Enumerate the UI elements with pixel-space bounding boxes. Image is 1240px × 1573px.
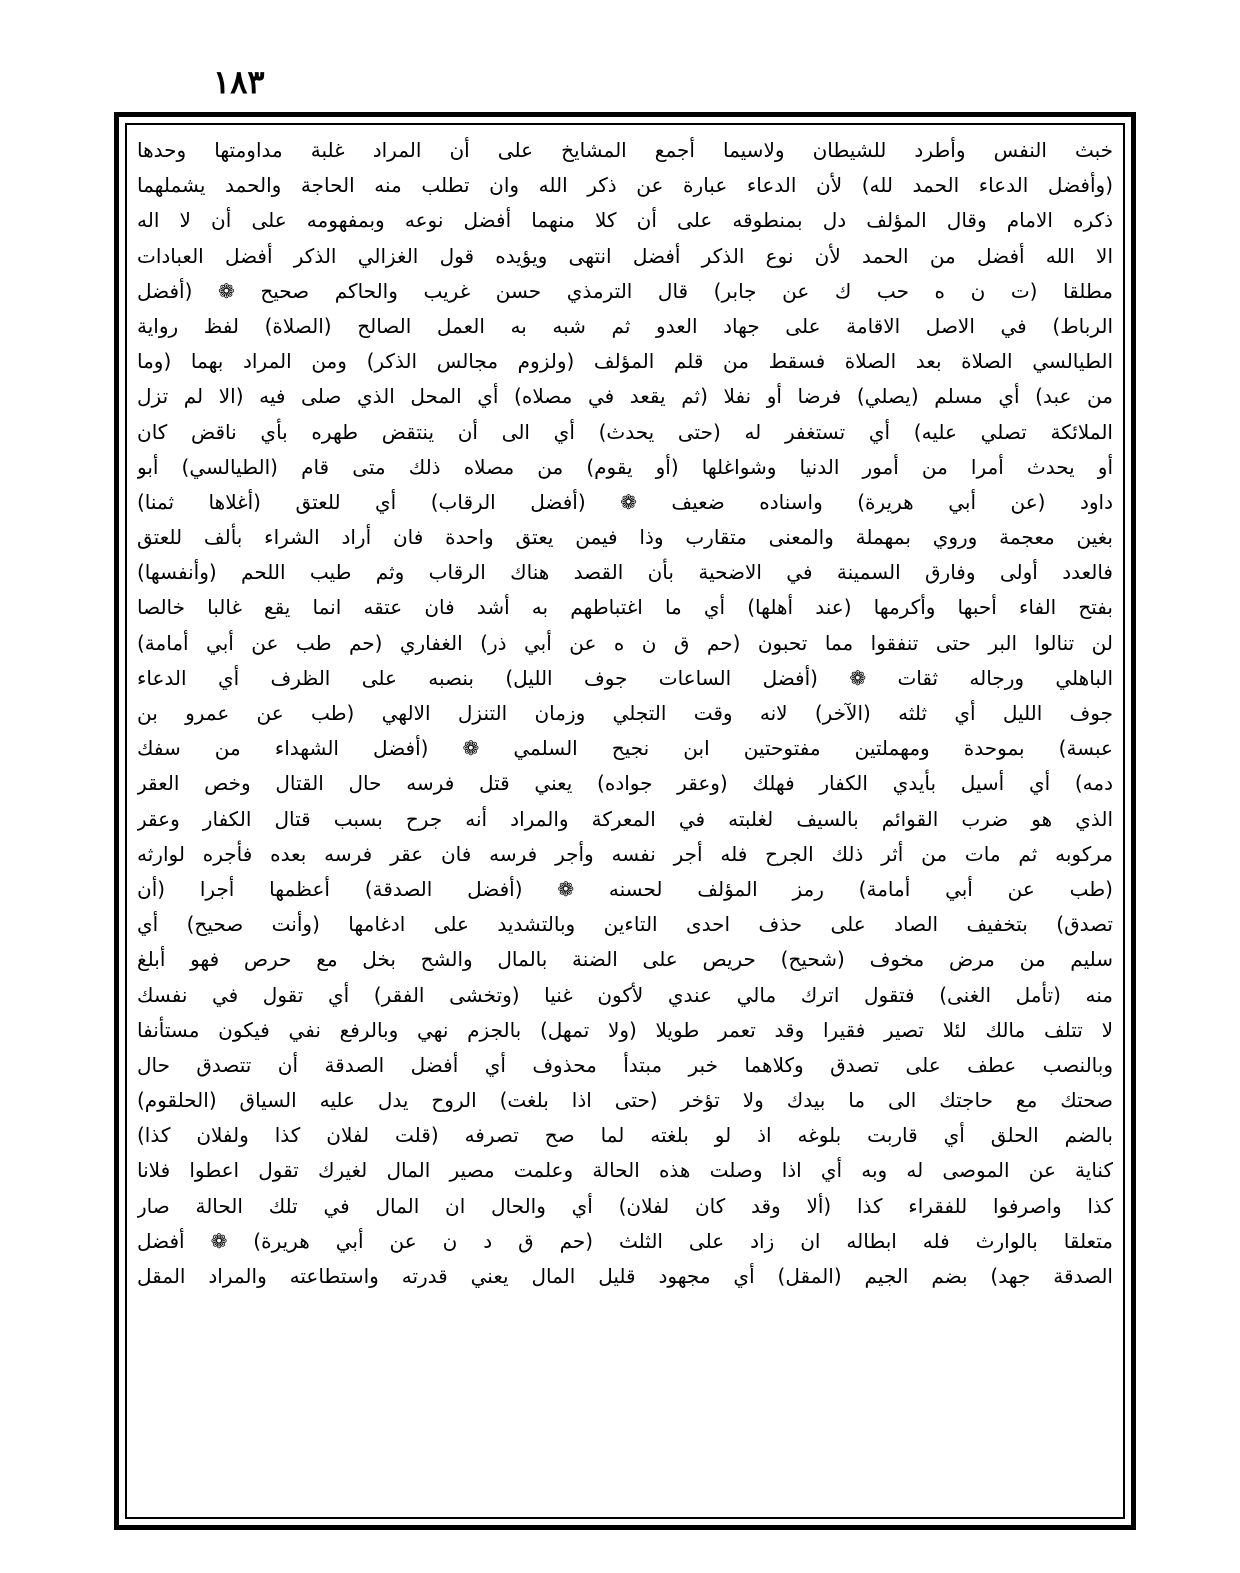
text-line: الصدقة جهد) بضم الجيم (المقل) أي مجهود قليل المال يعني قدرته واستطاعته والمراد المقل (137, 1264, 1113, 1288)
text-line: الملائكة تصلي عليه) أي تستغفر له (حتى يحدث) أي الى أن ينتقض طهره بأي ناقض كان (137, 419, 1113, 444)
text-body (137, 133, 1113, 1509)
text-line: صحتك مع حاجتك الى ما بيدك ولا تؤخر (حتى اذا بلغت) الروح يدل عليه السياق (الحلقوم) (137, 1088, 1113, 1113)
text-line: داود (عن أبي هريرة) واسناده ضعيف ❁ (أفضل الرقاب) أي للعتق (أغلاها ثمنا) (137, 489, 1113, 514)
text-line: (وأفضل الدعاء الحمد لله) لأن الدعاء عبارة عن ذكر الله وان تطلب منه الحاجة والحمد يشملهما (137, 173, 1113, 198)
text-line: الرباط) في الاصل الاقامة على جهاد العدو ثم شبه به العمل الصالح (الصلاة) لفظ رواية (137, 313, 1113, 338)
text-line: الطيالسي الصلاة بعد الصلاة فسقط من قلم المؤلف (ولزوم مجالس الذكر) ومن المراد بهما (وما (137, 349, 1113, 374)
text-line: لن تنالوا البر حتى تنفقوا مما تحبون (حم ق ن ه عن أبي ذر) الغفاري (حم طب عن أبي أمامة) (137, 630, 1113, 655)
text-line: الذي هو ضرب القوائم بالسيف لغلبته في المعركة والمراد أنه جرح بسبب قتال الكفار وعقر (137, 806, 1113, 831)
text-line: لا تتلف مالك لئلا تصير فقيرا وقد تعمر طويلا (ولا تمهل) بالجزم نهي وبالرفع نفي فيكون مستأنفا (137, 1017, 1113, 1042)
text-line: أو يحدث أمرا من أمور الدنيا وشواغلها (أو يقوم) من مصلاه ذلك متى قام (الطيالسي) أبو (137, 454, 1113, 479)
text-line: سليم من مرض مخوف (شحيح) حريص على الضنة بالمال والشح بخل مع حرص فهو أبلغ (137, 947, 1113, 972)
text-line: عبسة) بموحدة ومهملتين مفتوحتين ابن نجيح السلمي ❁ (أفضل الشهداء من سفك (137, 736, 1113, 761)
text-line: مركوبه ثم مات من أثر ذلك الجرح فله أجر نفسه وأجر فرسه فان عقر فرسه بعده فأجره لوارثه (137, 841, 1113, 866)
text-line: (طب عن أبي أمامة) رمز المؤلف لحسنه ❁ (أفضل الصدقة) أعظمها أجرا (أن (137, 876, 1113, 901)
text-line: وبالنصب عطف على تصدق وكلاهما خبر مبتدأ محذوف أي أفضل الصدقة أن تتصدق حال (137, 1052, 1113, 1077)
text-line: الباهلي ورجاله ثقات ❁ (أفضل الساعات جوف الليل) بنصبه على الظرف أي الدعاء (137, 665, 1113, 690)
text-line: منه (تأمل الغنى) فتقول اترك مالي عندي لأكون غنيا (وتخشى الفقر) أي تقول في نفسك (137, 982, 1113, 1007)
text-line: فالعدد أولى وفارق السمينة في الاضحية بأن القصد هناك الرقاب وثم طيب اللحم (وأنفسها) (137, 560, 1113, 585)
text-line: الا الله أفضل من الحمد لأن نوع الذكر أفضل انتهى ويؤيده قول الغزالي الذكر أفضل العبادات (137, 243, 1113, 268)
text-line: متعلقا بالوارث فله ابطاله ان زاد على الثلث (حم ق د ن عن أبي هريرة) ❁ أفضل (137, 1228, 1113, 1253)
text-line: من عبد) أي مسلم (يصلي) فرضا أو نفلا (ثم يقعد في مصلاه) أي المحل الذي صلى فيه (الا لم تزل (137, 384, 1113, 409)
page-border (114, 112, 1136, 1530)
text-line: تصدق) بتخفيف الصاد على حذف احدى التاءين وبالتشديد على ادغامها (وأنت صحيح) أي (137, 912, 1113, 937)
text-line: بغين معجمة وروي بمهملة والمعنى متقارب وذا فيمن يعتق واحدة فان أراد الشراء بألف للعتق (137, 525, 1113, 550)
text-line: ذكره الامام وقال المؤلف دل بمنطوقه على أن كلا منهما أفضل نوعه وبمفهومه على أن لا اله (137, 208, 1113, 233)
text-line: خبث النفس وأطرد للشيطان ولاسيما أجمع المشايخ على أن المراد غلبة مداومتها وحدها (137, 138, 1113, 162)
page-number: ١٨٣ (213, 63, 265, 101)
text-line: كناية عن الموصى له وبه أي اذا وصلت هذه الحالة وعلمت مصير المال لغيرك تقول اعطوا فلانا (137, 1158, 1113, 1183)
text-line: كذا واصرفوا للفقراء كذا (ألا وقد كان لفلان) أي والحال ان المال في تلك الحالة صار (137, 1193, 1113, 1218)
text-line: مطلقا (ت ن ه حب ك عن جابر) قال الترمذي حسن غريب والحاكم صحيح ❁ (أفضل (137, 278, 1113, 303)
text-line: بالضم الحلق أي قاربت بلوغه اذ لو بلغته لما صح تصرفه (قلت لفلان كذا ولفلان كذا) (137, 1123, 1113, 1148)
text-line: جوف الليل أي ثلثه (الآخر) لانه وقت التجلي وزمان التنزل الالهي (طب عن عمرو بن (137, 701, 1113, 725)
inner-border (125, 123, 1125, 1519)
text-line: دمه) أي أسيل بأيدي الكفار فهلك (وعقر جواده) يعني قتل فرسه حال القتال وخص العقر (137, 771, 1113, 796)
text-line: بفتح الفاء أحبها وأكرمها (عند أهلها) أي ما اغتباطهم به أشد فان عتقه انما يقع غالبا خالصا (137, 595, 1113, 620)
